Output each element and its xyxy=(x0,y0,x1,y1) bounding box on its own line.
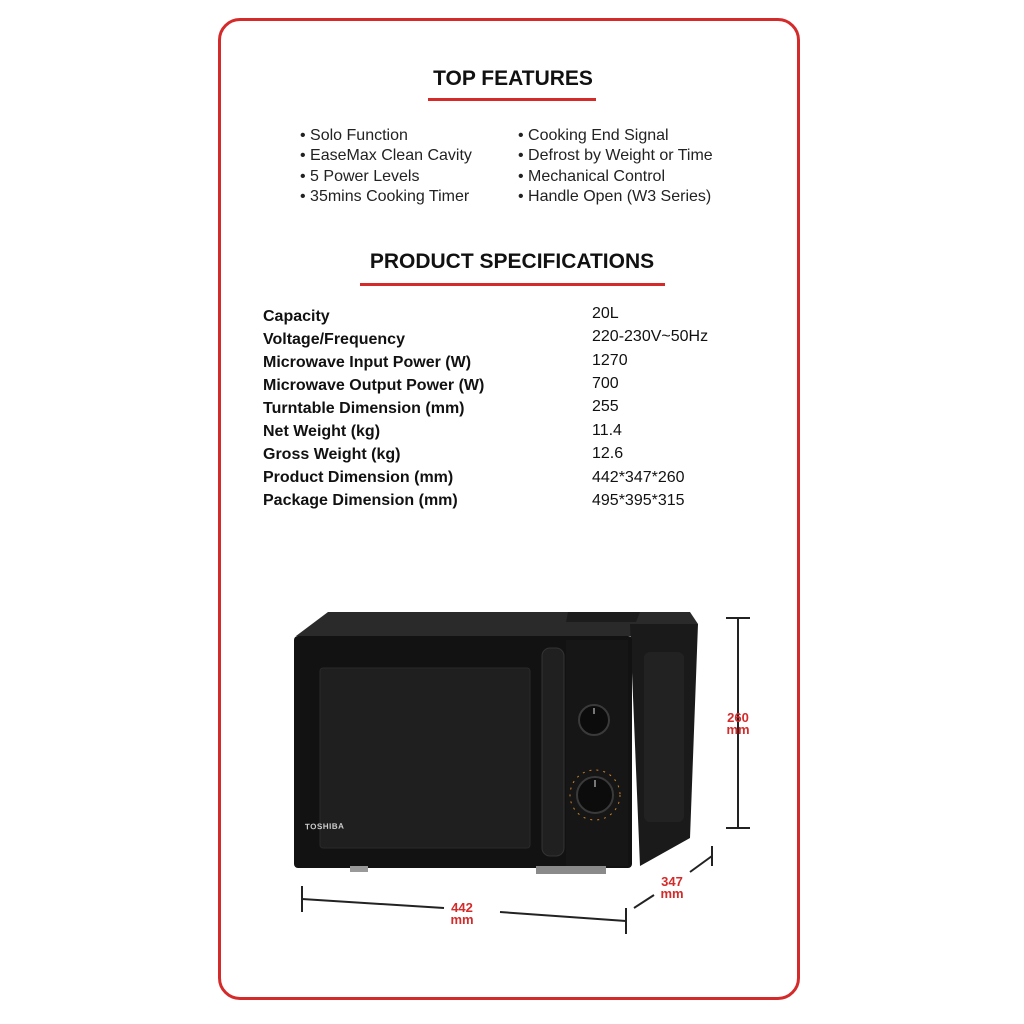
feature-item: • Defrost by Weight or Time xyxy=(518,147,713,165)
spec-value-gross-weight: 12.6 xyxy=(592,445,624,462)
feature-item: • 35mins Cooking Timer xyxy=(300,187,470,205)
control-panel xyxy=(566,640,628,866)
spec-value-package-dimension: 495*395*315 xyxy=(592,492,685,509)
spec-value-product-dimension: 442*347*260 xyxy=(592,469,685,486)
spec-label-capacity: Capacity xyxy=(263,308,330,325)
spec-label-turntable: Turntable Dimension (mm) xyxy=(263,400,465,417)
spec-label-voltage: Voltage/Frequency xyxy=(263,331,405,348)
spec-value-output-power: 700 xyxy=(592,375,619,392)
spec-label-input-power: Microwave Input Power (W) xyxy=(263,354,472,371)
feature-item: • 5 Power Levels xyxy=(300,167,420,185)
spec-label-package-dimension: Package Dimension (mm) xyxy=(263,492,458,509)
feature-item: • Cooking End Signal xyxy=(518,127,669,144)
height-label: 260 mm xyxy=(726,710,750,737)
spec-value-capacity: 20L xyxy=(592,305,619,322)
depth-label: 347 mm xyxy=(660,874,684,901)
specs-title: PRODUCT SPECIFICATIONS xyxy=(369,250,655,273)
feature-item: • Mechanical Control xyxy=(518,167,665,185)
feature-item: • Solo Function xyxy=(300,127,408,144)
top-features-title: TOP FEATURES xyxy=(433,67,593,90)
spec-label-net-weight: Net Weight (kg) xyxy=(263,423,381,440)
microwave-window xyxy=(320,668,530,848)
spec-value-turntable: 255 xyxy=(592,398,619,415)
feature-item: • Handle Open (W3 Series) xyxy=(518,187,712,205)
spec-label-gross-weight: Gross Weight (kg) xyxy=(263,446,401,463)
spec-label-product-dimension: Product Dimension (mm) xyxy=(263,469,454,486)
feature-item: • EaseMax Clean Cavity xyxy=(300,147,472,165)
spec-value-voltage: 220-230V~50Hz xyxy=(592,328,709,345)
spec-value-input-power: 1270 xyxy=(592,352,628,369)
brand-logo: TOSHIBA xyxy=(304,821,345,832)
spec-value-net-weight: 11.4 xyxy=(592,422,622,439)
width-label: 442 mm xyxy=(450,900,474,927)
door-handle xyxy=(542,648,564,856)
spec-label-output-power: Microwave Output Power (W) xyxy=(263,377,485,394)
